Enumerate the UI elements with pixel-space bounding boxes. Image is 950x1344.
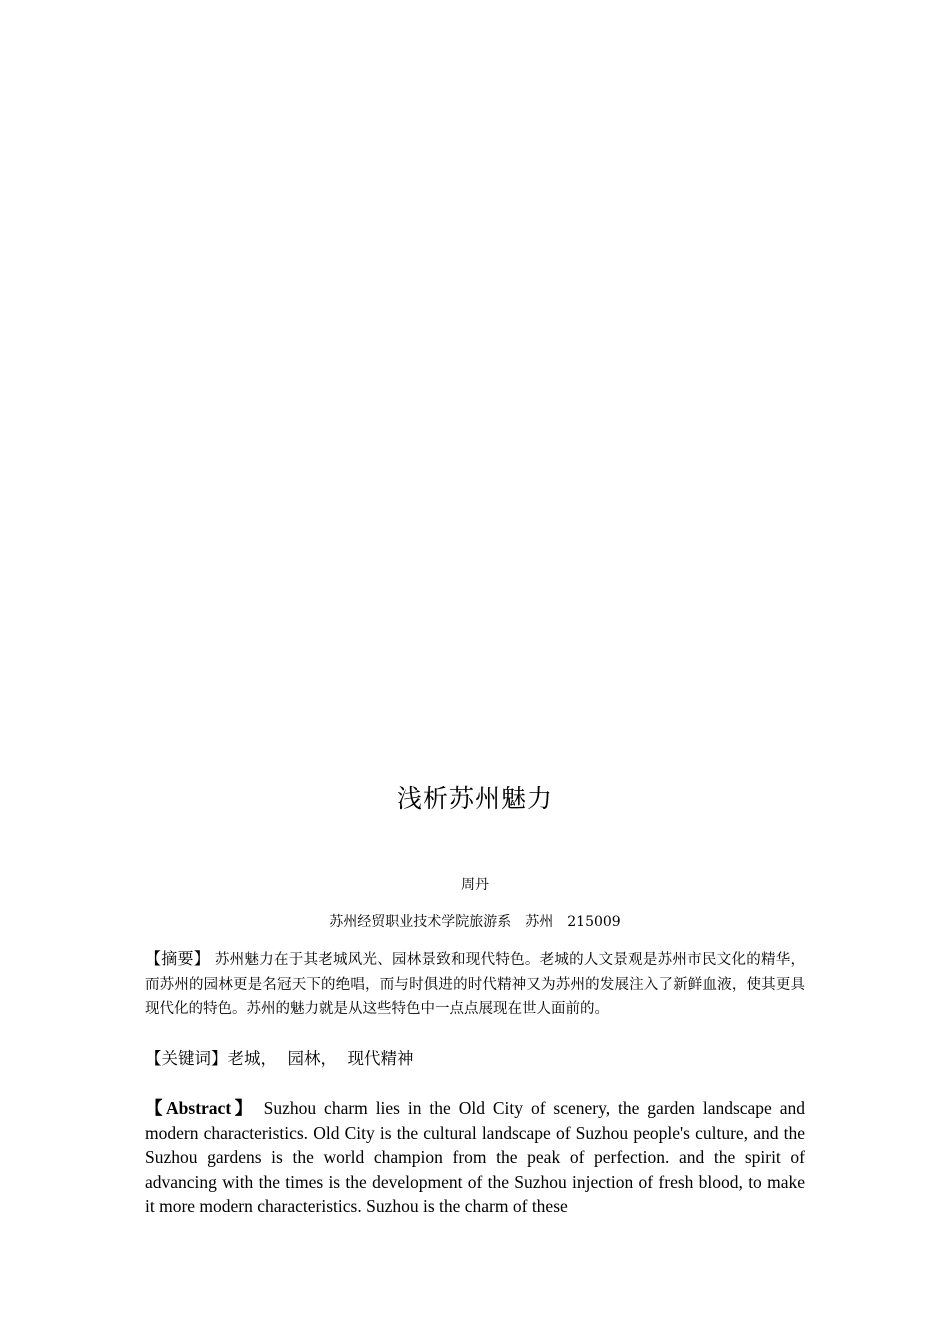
paper-title: 浅析苏州魅力	[396, 784, 553, 813]
english-abstract-text: Suzhou charm lies in the Old City of scenery, the garden landscape and modern characteristics. Old City is the cultural landscape of Suzhou people's culture, and the Suzhou gardens is the world champion from the peak of perfection. and the spirit of advancing with the times is the development of the Suzhou injection of fresh blood, to make it more modern characteristics. Suzhou is the charm of these	[145, 1098, 805, 1217]
author-affiliation: 苏州经贸职业技术学院旅游系 苏州 215009	[329, 914, 621, 930]
chinese-keywords	[145, 1046, 805, 1072]
english-abstract	[145, 1096, 805, 1219]
chinese-abstract	[145, 947, 805, 1022]
keywords-label: 【关键词】	[145, 1049, 228, 1068]
english-abstract-label: 【Abstract】	[145, 1098, 256, 1118]
author-name: 周丹	[461, 877, 489, 893]
chinese-abstract-text: 苏州魅力在于其老城风光、园林景致和现代特色。老城的人文景观是苏州市民文化的精华，而苏州的园林更是名冠天下的绝唱，而与时俱进的时代精神又为苏州的发展注入了新鲜血液，使其更具现代化的特色。苏州的魅力就是从这些特色中一点点展现在世人面前的。	[145, 952, 805, 1017]
keywords-text: 老城， 园林， 现代精神	[227, 1049, 414, 1068]
chinese-abstract-label: 【摘要】	[145, 949, 211, 968]
